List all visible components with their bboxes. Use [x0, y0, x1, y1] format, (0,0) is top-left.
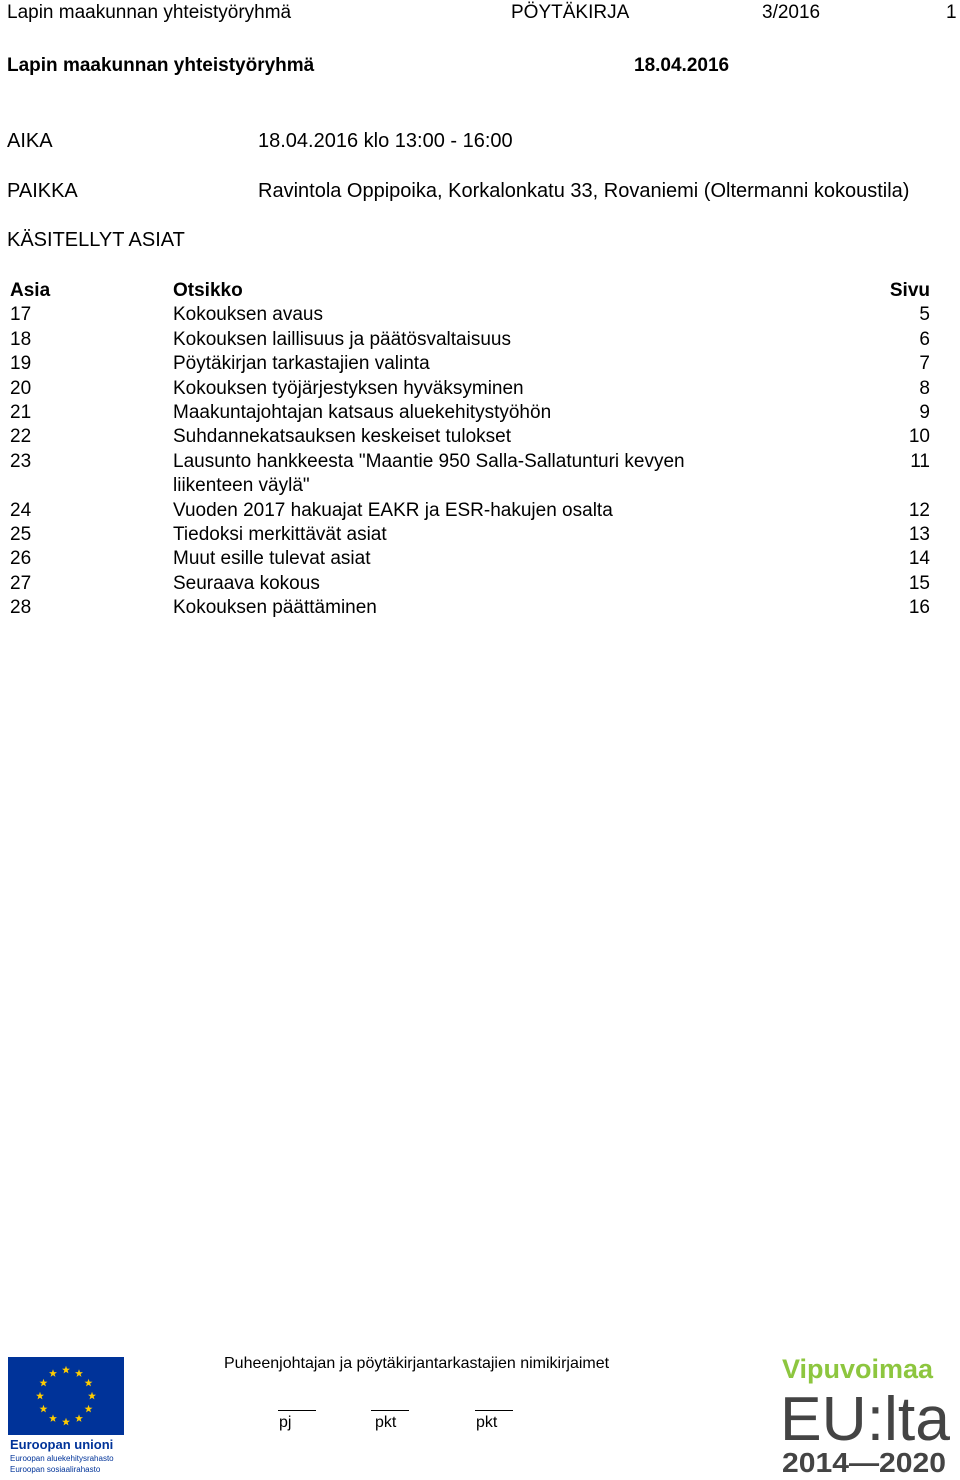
- section-title: KÄSITELLYT ASIAT: [7, 229, 185, 251]
- agenda-item-title: Kokouksen laillisuus ja päätösvaltaisuus: [173, 328, 511, 350]
- vipu-logo-line3: 2014—2020: [782, 1447, 946, 1476]
- agenda-row: [10, 303, 930, 327]
- header-item: Asia: [10, 280, 51, 301]
- eu-flag-icon: [8, 1357, 124, 1477]
- signature-line-pkt-1: [371, 1410, 409, 1411]
- agenda-item-page: 15: [908, 572, 930, 594]
- signature-label-pkt-2: pkt: [476, 1414, 498, 1431]
- agenda-row: [10, 352, 930, 376]
- agenda-item-number: 28: [10, 597, 32, 619]
- agenda-item-title: Kokouksen työjärjestyksen hyväksyminen: [173, 377, 524, 399]
- signature-label-pkt-1: pkt: [375, 1414, 397, 1431]
- agenda-item-page: 13: [908, 524, 930, 546]
- agenda-item-number: 18: [10, 328, 32, 350]
- paikka-value: Ravintola Oppipoika, Korkalonkatu 33, Rovaniemi (Oltermanni kokoustila): [258, 180, 910, 202]
- title-date: 18.04.2016: [634, 55, 730, 76]
- header-title: Otsikko: [173, 280, 243, 301]
- signature-caption: Puheenjohtajan ja pöytäkirjantarkastajien nimikirjaimet: [224, 1355, 610, 1372]
- signature-line-pkt-2: [475, 1410, 513, 1411]
- agenda-row: [10, 401, 930, 425]
- agenda-row: [10, 425, 930, 449]
- agenda-item-page: 10: [908, 426, 930, 448]
- agenda-table: [10, 279, 930, 621]
- vipuvoimaa-logo: [778, 1350, 954, 1476]
- eu-logo-line1: Euroopan unioni: [10, 1437, 114, 1452]
- header-doc-type: PÖYTÄKIRJA: [511, 2, 630, 23]
- header-org: Lapin maakunnan yhteistyöryhmä: [7, 2, 292, 23]
- eu-logo-line3: Euroopan sosiaalirahasto: [10, 1465, 101, 1474]
- header-doc-number: 3/2016: [762, 2, 821, 23]
- agenda-item-number: 20: [10, 377, 32, 399]
- agenda-item-page: 16: [908, 597, 930, 619]
- agenda-item-number: 23: [10, 450, 32, 472]
- paikka-label: PAIKKA: [7, 180, 78, 202]
- agenda-header-row: [10, 279, 930, 303]
- header-page: Sivu: [889, 280, 930, 301]
- eu-logo-line2: Euroopan aluekehitysrahasto: [10, 1454, 114, 1463]
- agenda-item-page: 7: [919, 353, 930, 375]
- agenda-item-number: 19: [10, 353, 32, 375]
- agenda-item-title: Muut esille tulevat asiat: [173, 548, 371, 570]
- eu-logo: [8, 1357, 124, 1477]
- header-page-number: 1: [946, 2, 957, 23]
- agenda-item-number: 26: [10, 548, 32, 570]
- aika-value: 18.04.2016 klo 13:00 - 16:00: [258, 130, 513, 152]
- agenda-row: [10, 377, 930, 401]
- agenda-item-title: Tiedoksi merkittävät asiat: [173, 524, 387, 546]
- agenda-item-title: Kokouksen päättäminen: [173, 597, 377, 619]
- agenda-item-title: Lausunto hankkeesta "Maantie 950 Salla-Sallatunturi kevyen liikenteen väylä": [173, 450, 685, 497]
- agenda-item-page: 11: [910, 450, 930, 472]
- agenda-item-number: 25: [10, 524, 32, 546]
- aika-label: AIKA: [7, 130, 53, 152]
- agenda-item-page: 9: [919, 402, 930, 424]
- agenda-item-number: 21: [10, 402, 32, 424]
- agenda-item-page: 12: [908, 499, 930, 521]
- agenda-item-page: 8: [919, 377, 930, 399]
- agenda-row: [10, 450, 930, 499]
- agenda-item-page: 6: [919, 328, 930, 350]
- agenda-item-title: Vuoden 2017 hakuajat EAKR ja ESR-hakujen osalta: [173, 499, 613, 521]
- agenda-row: [10, 547, 930, 571]
- vipuvoimaa-logo-icon: [778, 1350, 954, 1476]
- agenda-item-number: 17: [10, 304, 32, 326]
- signature-label-pj: pj: [279, 1414, 292, 1431]
- agenda-item-number: 27: [10, 572, 32, 594]
- agenda-item-title: Pöytäkirjan tarkastajien valinta: [173, 353, 430, 375]
- agenda-item-page: 14: [908, 548, 930, 570]
- agenda-item-title: Suhdannekatsauksen keskeiset tulokset: [173, 426, 511, 448]
- vipu-logo-line1: Vipuvoimaa: [782, 1354, 934, 1384]
- agenda-item-page: 5: [919, 304, 930, 326]
- agenda-item-title: Seuraava kokous: [173, 572, 320, 594]
- title-org: Lapin maakunnan yhteistyöryhmä: [7, 55, 315, 76]
- agenda-row: [10, 499, 930, 523]
- agenda-item-number: 22: [10, 426, 32, 448]
- agenda-row: [10, 596, 930, 620]
- agenda-row: [10, 523, 930, 547]
- vipu-logo-line2: EU:lta: [780, 1385, 951, 1454]
- agenda-item-title: Kokouksen avaus: [173, 304, 323, 326]
- agenda-row: [10, 328, 930, 352]
- agenda-row: [10, 572, 930, 596]
- signature-line-pj: [278, 1410, 316, 1411]
- agenda-item-number: 24: [10, 499, 32, 521]
- agenda-item-title: Maakuntajohtajan katsaus aluekehitystyöhön: [173, 402, 552, 424]
